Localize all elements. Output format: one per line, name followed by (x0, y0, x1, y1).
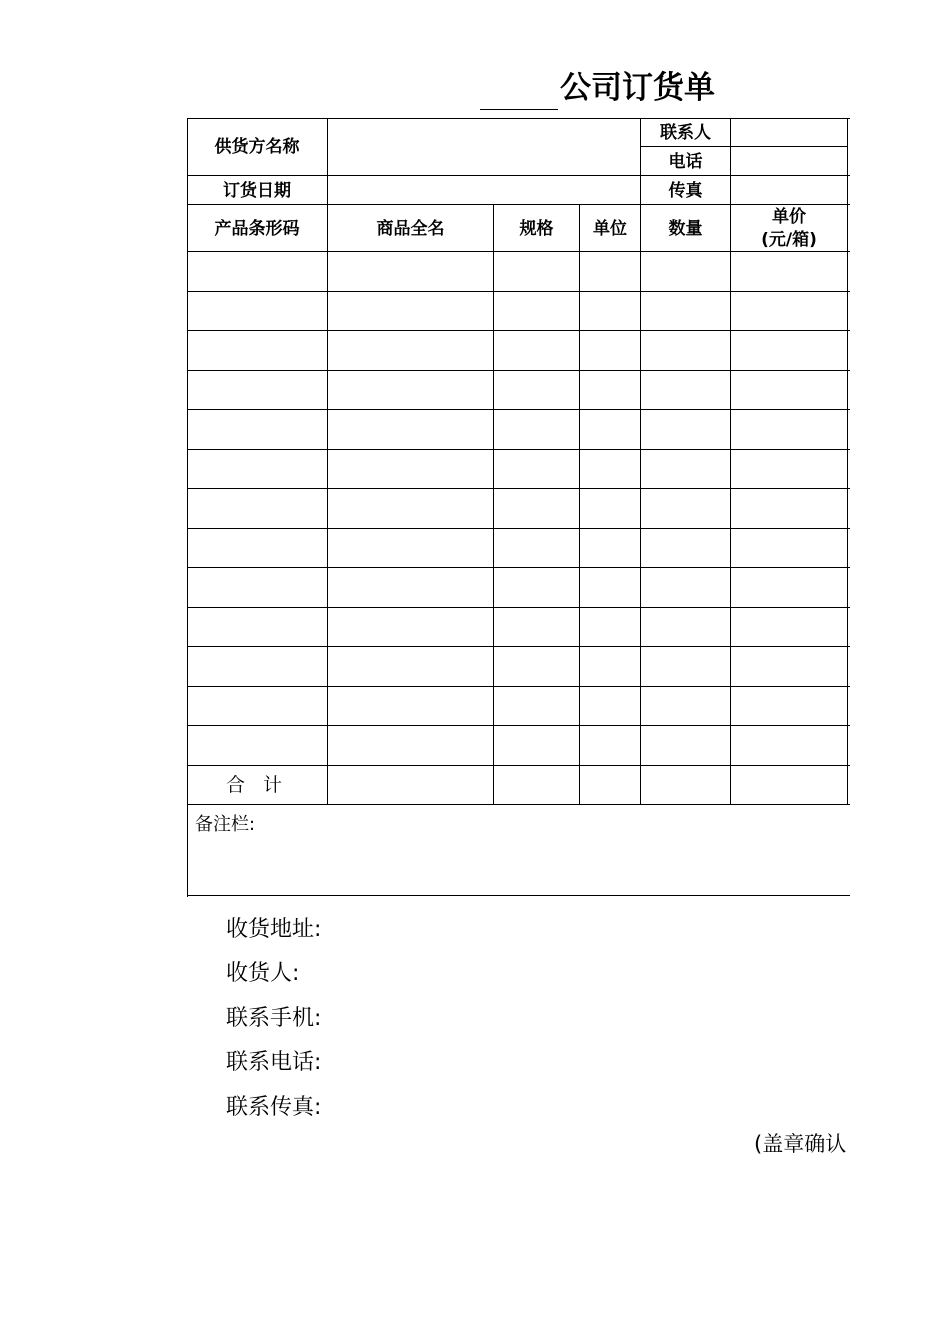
receiver-label: 收货人: (226, 961, 300, 986)
grid-line (187, 725, 850, 726)
grid-line (187, 409, 850, 410)
supplier-name-label: 供货方名称 (214, 137, 300, 157)
grid-line (579, 204, 580, 805)
order-date-label: 订货日期 (223, 180, 291, 201)
unit-price-unit: (元/箱) (761, 229, 817, 250)
contact-fax-label: 联系传真: (226, 1095, 322, 1120)
grid-line (187, 330, 850, 331)
grid-line (730, 204, 731, 805)
grid-line (327, 204, 328, 805)
total-label: 合 计 (225, 774, 289, 796)
grid-line (187, 686, 850, 687)
table-border-bottom (187, 895, 850, 896)
notes-label: 备注栏: (195, 814, 256, 835)
grid-line (187, 646, 850, 647)
unit-price-label: 单价 (772, 206, 806, 227)
notes-field[interactable] (188, 805, 850, 895)
grid-line (187, 567, 850, 568)
supplier-name-field[interactable] (328, 119, 640, 175)
delivery-address-label: 收货地址: (226, 917, 322, 942)
grid-line (187, 488, 850, 489)
fax-field[interactable] (731, 176, 847, 204)
grid-line (640, 204, 641, 805)
form-title-area (480, 66, 715, 110)
grid-line (187, 528, 850, 529)
col-header-unit: 单位 (593, 218, 627, 239)
table-border-right (847, 118, 848, 805)
contact-person-field[interactable] (731, 119, 847, 146)
stamp-confirmation-label: (盖章确认 (754, 1132, 847, 1156)
grid-line (187, 607, 850, 608)
phone-label: 电话 (668, 151, 703, 172)
grid-line (493, 204, 494, 805)
col-header-quantity: 数量 (668, 218, 703, 239)
col-header-barcode: 产品条形码 (214, 218, 300, 239)
company-name-blank (480, 71, 558, 110)
mobile-label: 联系手机: (226, 1006, 322, 1031)
grid-line (187, 370, 850, 371)
fax-label: 传真 (668, 180, 703, 201)
order-date-field[interactable] (328, 176, 640, 204)
col-header-product-name: 商品全名 (376, 218, 445, 239)
contact-person-label: 联系人 (660, 122, 711, 143)
order-table (187, 118, 850, 897)
contact-phone-label: 联系电话: (226, 1050, 322, 1075)
form-title: 公司订货单 (560, 70, 715, 106)
grid-line (187, 291, 850, 292)
grid-line (187, 449, 850, 450)
phone-field[interactable] (731, 147, 847, 175)
col-header-spec: 规格 (519, 218, 554, 239)
col-header-unit-price (731, 205, 847, 252)
